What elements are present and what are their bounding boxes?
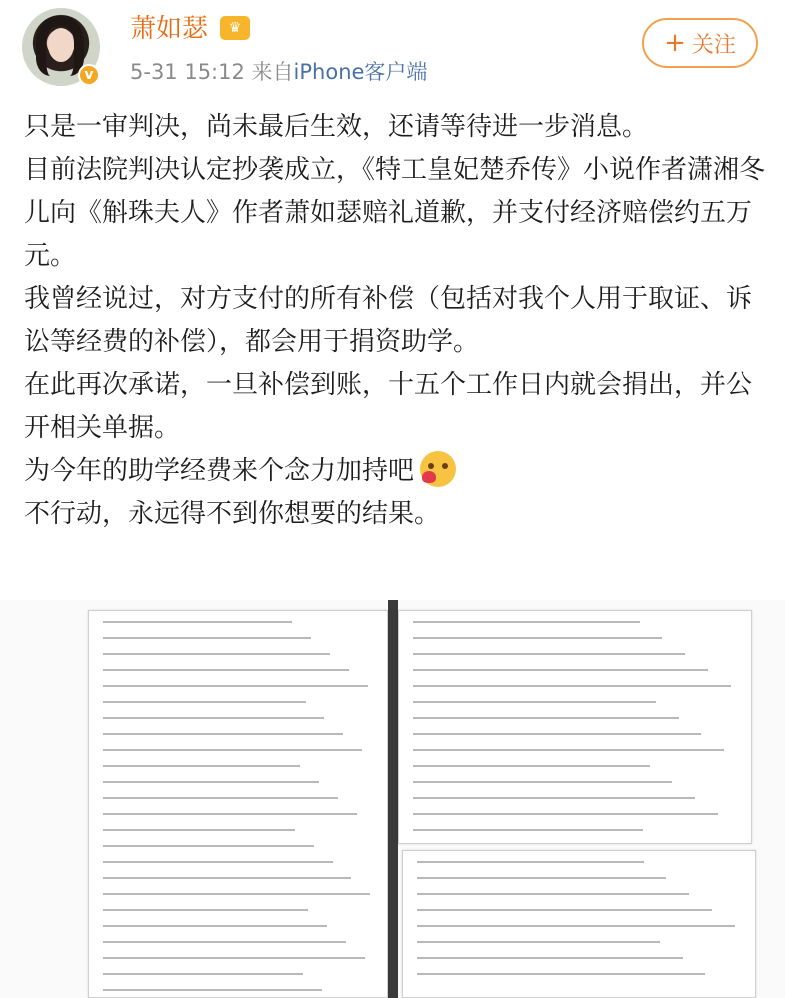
document-text-line bbox=[413, 765, 650, 767]
document-text-line bbox=[413, 829, 643, 831]
post-paragraph: 不行动，永远得不到你想要的结果。 bbox=[24, 499, 441, 529]
document-text-line bbox=[413, 685, 731, 687]
document-text-line bbox=[103, 733, 343, 735]
document-text-line bbox=[413, 717, 679, 719]
document-text-line bbox=[103, 925, 327, 927]
document-text-line bbox=[417, 925, 735, 927]
post-paragraph: 在此再次承诺，一旦补偿到账，十五个工作日内就会捐出，并公开相关单据。 bbox=[24, 370, 753, 443]
post-paragraph: 目前法院判决认定抄袭成立，《特工皇妃楚乔传》小说作者潇湘冬儿向《斛珠夫人》作者萧如瑟赔礼道歉，并支付经济赔偿约五万元。 bbox=[24, 155, 766, 271]
document-text-line bbox=[103, 701, 306, 703]
document-text-line bbox=[103, 813, 357, 815]
document-text-line bbox=[103, 653, 330, 655]
post-paragraph: 只是一审判决，尚未最后生效，还请等待进一步消息。 bbox=[24, 112, 649, 142]
document-text-line bbox=[103, 765, 300, 767]
image-gap bbox=[388, 600, 398, 998]
plus-icon: + bbox=[664, 28, 686, 58]
document-text-line bbox=[103, 957, 365, 959]
document-text-line bbox=[417, 877, 666, 879]
document-text-line bbox=[417, 893, 689, 895]
document-text-line bbox=[103, 685, 368, 687]
document-text-line bbox=[103, 669, 349, 671]
vip-crown-icon: ♛ bbox=[220, 16, 250, 40]
follow-label: 关注 bbox=[691, 32, 736, 58]
document-text-line bbox=[103, 845, 314, 847]
document-text-line bbox=[103, 893, 370, 895]
document-text-line bbox=[413, 749, 724, 751]
document-text-line bbox=[417, 973, 705, 975]
smiling-face-with-heart-icon bbox=[420, 451, 456, 487]
document-image-1[interactable] bbox=[88, 610, 388, 998]
source-prefix: 来自 bbox=[251, 60, 294, 84]
document-text-line bbox=[413, 813, 718, 815]
document-text-line bbox=[413, 653, 685, 655]
document-text-line bbox=[103, 909, 308, 911]
post-paragraph bbox=[24, 450, 766, 493]
username[interactable]: 萧如瑟 bbox=[130, 14, 209, 44]
document-text-line bbox=[417, 957, 683, 959]
document-text-line bbox=[103, 717, 324, 719]
document-text-line bbox=[413, 637, 662, 639]
document-text-line bbox=[413, 797, 695, 799]
document-text-line bbox=[413, 781, 672, 783]
document-text-line bbox=[103, 861, 333, 863]
document-image-2[interactable] bbox=[398, 610, 752, 844]
post-timestamp: 5-31 15:12 bbox=[130, 60, 245, 84]
document-text-line bbox=[103, 781, 319, 783]
document-text-line bbox=[103, 877, 351, 879]
document-text-line bbox=[103, 989, 322, 991]
document-text-line bbox=[417, 909, 712, 911]
document-image-3[interactable] bbox=[402, 850, 756, 998]
document-text-line bbox=[413, 621, 640, 623]
document-text-line bbox=[413, 669, 708, 671]
document-text-line bbox=[103, 621, 292, 623]
document-text-line bbox=[103, 797, 338, 799]
document-text-line bbox=[103, 973, 303, 975]
document-text-line bbox=[103, 749, 362, 751]
post-meta bbox=[130, 56, 427, 86]
document-text-line bbox=[103, 941, 346, 943]
document-text-line bbox=[413, 701, 656, 703]
document-text-line bbox=[103, 637, 311, 639]
attached-images bbox=[0, 600, 785, 998]
post-paragraph-text: 为今年的助学经费来个念力加持吧 bbox=[24, 456, 415, 486]
document-text-line bbox=[413, 733, 701, 735]
post-text bbox=[24, 106, 766, 536]
document-text-line bbox=[417, 941, 660, 943]
verified-badge-icon: v bbox=[78, 64, 100, 86]
follow-button[interactable] bbox=[642, 18, 758, 68]
source-link[interactable]: iPhone客户端 bbox=[293, 60, 428, 84]
post-paragraph: 我曾经说过，对方支付的所有补偿（包括对我个人用于取证、诉讼等经费的补偿），都会用于捐资助学。 bbox=[24, 284, 753, 357]
document-text-line bbox=[103, 829, 295, 831]
document-text-line bbox=[417, 861, 644, 863]
